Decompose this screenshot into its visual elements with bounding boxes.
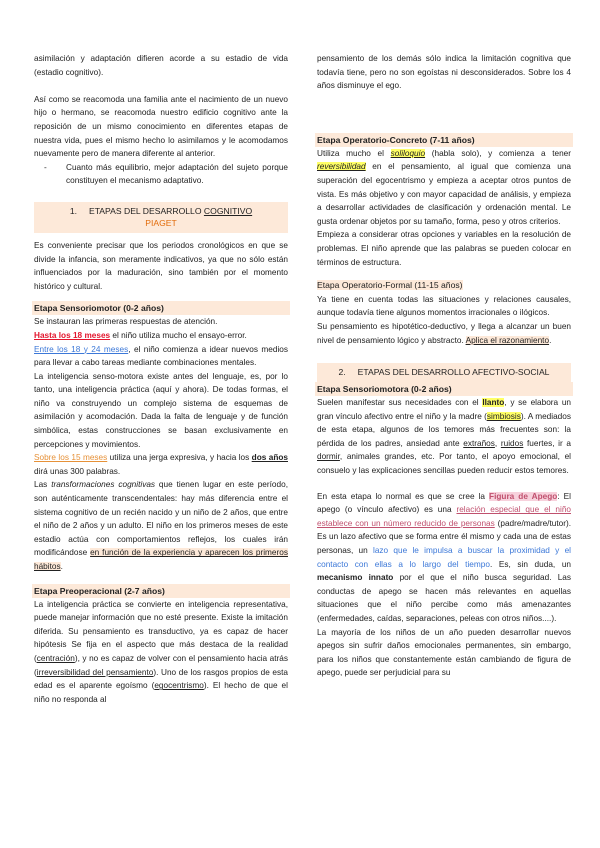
highlight-18-months: Hasta los 18 meses [34, 330, 111, 340]
text: el niño utiliza mucho el ensayo-error. [110, 330, 247, 340]
term-centracion: centración [36, 653, 75, 663]
sensorimotor-language [34, 451, 288, 478]
highlight-soliloquio: soliloquio [390, 148, 426, 158]
formal-causal: Ya tiene en cuenta todas las situaciones y relaciones causales, aunque todavía tiene algunos momentos irracionales o ilógicos. [317, 294, 571, 318]
stage-heading-concreto: Etapa Operatorio-Concreto (7-11 años) [315, 133, 573, 147]
text: : El apego (o vínculo afectivo) es una [317, 491, 571, 515]
section-title-text: ETAPAS DEL DESARROLLO AFECTIVO-SOCIAL [357, 367, 550, 378]
highlight-18-24-months: Entre los 18 y 24 meses [34, 344, 129, 354]
highlight-mecanismo-innato: mecanismo innato [317, 573, 394, 583]
text: ), y no es capaz de volver con el pensamiento hacia atrás ( [34, 653, 288, 677]
text: ). El hecho de que el niño no responda al [34, 681, 288, 704]
highlight-reversibilidad: reversibilidad [317, 162, 366, 172]
text: Las [34, 480, 52, 490]
section-heading-cognitive [34, 202, 288, 233]
term-irreversibilidad: irreversibilidad del pensamiento [36, 667, 154, 677]
preoperational-continued: pensamiento de los demás sólo indica la limitación cognitiva que todavía tiene, pero no son egoístas ni desconsiderados. Sobre los 4 años disminuye el ego. [317, 54, 571, 91]
stage-heading-sensoriomotor: Etapa Sensoriomotor (0-2 años) [32, 301, 290, 315]
section-title-text: ETAPAS DEL DESARROLLO [88, 205, 202, 216]
sensorimotor-trial-error [34, 329, 288, 343]
highlight-two-years: dos años [251, 453, 288, 463]
sensorimotor-transformations [34, 478, 288, 573]
text: ). Uno de los rasgos propios de esta edad es el aparente egoísmo ( [34, 667, 288, 691]
bullet-dash: - [44, 162, 47, 172]
attachment-new-bonds: La mayoría de los niños de un año pueden desarrollar nuevos apegos sin sufrir daños emocionales permanentes, sin embargo, para los niños que constantemente están cambiando de figura de apego, puede ser perjudicial para su [317, 627, 571, 678]
formal-reasoning [317, 320, 571, 347]
section-title-author: PIAGET [145, 217, 177, 228]
section-heading-affective [317, 363, 571, 382]
stage-heading-formal [317, 279, 571, 293]
attachment-paragraph [317, 490, 571, 626]
text: utiliza una jerga expresiva, y hacia los [107, 453, 252, 463]
sensorimotor-new-means [34, 343, 288, 370]
paragraph-family-analogy: Así como se reacomoda una familia ante el nacimiento de un nuevo hijo o hermano, se reacomoda nuestro edificio cognitivo ante la reposición de un mismo conocimiento en diferentes etapas de nuestra vida, pues el mismo hecho lo asimilamos y le acomodamos nuevamente pero de manera diferente al anterior. [34, 94, 288, 159]
highlight-relacion-especial: relación especial que el niño establece con un número reducido de personas [317, 505, 571, 528]
text: . [60, 562, 63, 571]
text: dirá unas 300 palabras. [34, 466, 121, 476]
bullet-text: Cuanto más equilibrio, mejor adaptación del sujeto porque constituyen el mecanismo adaptativo. [66, 162, 288, 186]
text: que tienen lugar en este período, son auténticamente transcendentales: hay más diferencia entre el sistema cognitivo de un recién nacido y un niño de 2 años, que entre el niño de 2 años y un adulto. El niño en los primeros meses de este estadio actúa con comportamientos reflejos, los cuales irán modificándose [34, 480, 288, 558]
text: Su pensamiento es hipotético-deductivo, y llega a alcanzar un buen nivel de pensamiento lógico y abstracto. [317, 321, 571, 345]
left-column [34, 52, 288, 706]
text: , el niño comienza a idear nuevos medios para llevar a cabo tareas mediante combinaciones mentales. [34, 344, 288, 368]
bullet-item [34, 161, 288, 188]
highlight-simbiosis: simbiosis [486, 411, 521, 421]
section-number: 2. [338, 367, 346, 378]
section-title-underlined: COGNITIVO [203, 205, 253, 216]
text: fuertes, ir a [523, 438, 571, 448]
term-dormir: dormir [317, 452, 340, 462]
text: Suelen manifestar sus necesidades con el [317, 398, 483, 408]
text: . [549, 335, 552, 345]
text: por el que el niño busca seguridad. Las conductas de apego se hacen más relevantes en aquellas situaciones que el niño percibe como más amenazantes (enfermedades, caídas, separaciones, peleas con otros niños....). [317, 573, 572, 623]
preoperational-paragraph [34, 598, 288, 707]
term-ruidos: ruidos [500, 438, 524, 448]
concrete-problem-solving: Empieza a considerar otras opciones y variables en la resolución de problemas. El niño aprende que las palabras se pueden colocar en términos de estructura. [317, 230, 571, 267]
right-column [317, 52, 571, 680]
italic-term: transformaciones cognitivas [51, 480, 156, 490]
text: , [494, 438, 501, 448]
text: Utiliza mucho el [317, 148, 391, 158]
text: en el pensamiento, al igual que comienza una superación del egocentrismo y empieza a aceptar otros puntos de vista. Es más objetivo y con mayor capacidad de análisis, y empieza a desarrollar actividades de clasificación y ordenación mental. Le gusta ordenar objetos por su tamaño, forma, peso y otros criterios. [317, 162, 571, 226]
stage-heading-preoperacional: Etapa Preoperacional (2-7 años) [32, 584, 290, 598]
text: , animales grandes, etc. Por tanto, el apoyo emocional, el consuelo y las explicaciones sencillas pueden reducir estos temores. [317, 452, 571, 476]
text: La inteligencia práctica se convierte en inteligencia representativa, puede manejar información que no esté presente. Existe la imitación diferida. Su pensamiento es transductivo, ya es capaz de hacer hipótesis Se fija en el aspecto que más destaca de la realidad ( [34, 599, 288, 663]
concrete-paragraph [317, 147, 571, 229]
underline-razonamiento: Aplica el razonamiento [465, 335, 550, 345]
highlight-lazo: lazo que le impulsa a buscar la proximidad y el contacto con ellas a lo largo del tiempo [317, 546, 571, 569]
text: En esta etapa lo normal es que se cree la [317, 491, 490, 501]
section-number: 1. [69, 205, 78, 216]
text: (habla solo), y comienza a tener [425, 148, 571, 158]
highlight-15-months: Sobre los 15 meses [34, 453, 108, 463]
term-extranos: extraños [463, 438, 495, 448]
term-egocentrismo: egocentrismo [154, 681, 204, 691]
highlight-figura-apego: Figura de Apego [489, 491, 558, 501]
text: (padre/madre/tutor). Es un lazo afectivo que se forma entre él mismo y cada una de estas personas, un [317, 518, 572, 556]
highlight-llanto: llanto [482, 398, 505, 408]
text: . Es, sin duda, un [489, 559, 571, 569]
underline-experience: en función de la experiencia y aparecen los primeros hábitos [34, 548, 288, 571]
text: ). A mediados de esta etapa, algunos de los temores más frecuentes son: la pérdida de los padres, ansiedad ante [317, 411, 571, 448]
sensorimotor-intelligence: La inteligencia senso-motora existe antes del lenguaje, es, por lo tanto, una inteligencia práctica (aquí y ahora). De todas formas, el niño va construyendo un complejo sistema de esquemas de asimilación y acomodación. Dada la falta de lenguaje y de función simbólica, estas construcciones se basan exclusivamente en percepciones y movimientos. [34, 371, 288, 449]
affective-needs [317, 396, 571, 478]
stage-heading-formal-text: Etapa Operatorio-Formal (11-15 años) [317, 280, 463, 291]
text: , y se elabora un gran vínculo afectivo entre el niño y la madre ( [317, 398, 572, 421]
paragraph-intro-end: asimilación y adaptación difieren acorde a su estadio de vida (estadio cognitivo). [34, 54, 288, 77]
stage-heading-sensoriomotora: Etapa Sensoriomotora (0-2 años) [315, 382, 573, 396]
sensorimotor-attention: Se instauran las primeras respuestas de atención. [34, 317, 218, 327]
paragraph-periods: Es conveniente precisar que los periodos cronológicos en que se divide la infancia, son meramente indicativos, ya que no sólo están influenciados por la maduración, sino también por el momento histórico y cultural. [34, 240, 288, 291]
